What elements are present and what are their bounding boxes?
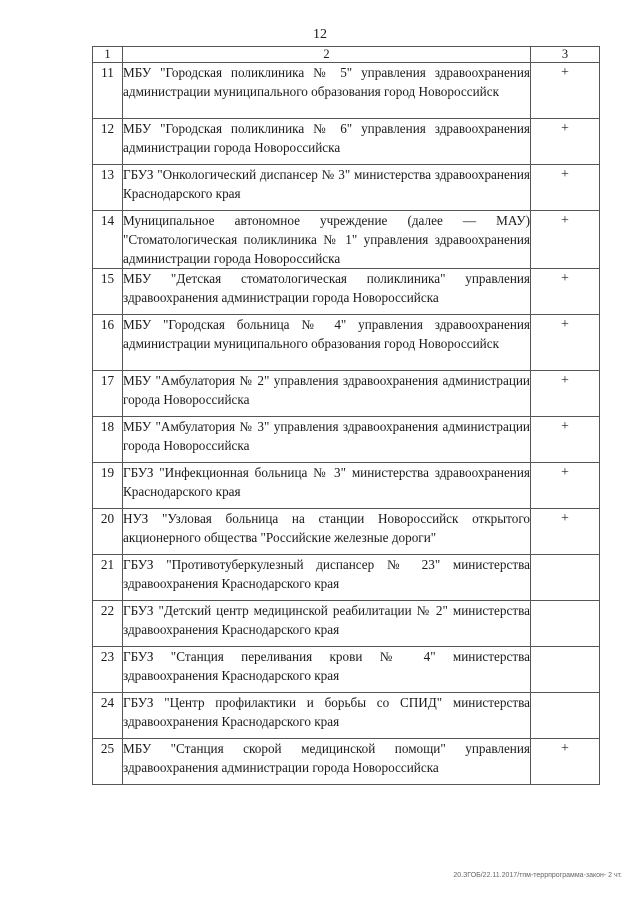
table-row (93, 211, 600, 269)
participation-mark: + (531, 119, 600, 165)
participation-mark (531, 601, 600, 647)
table-body (93, 47, 600, 785)
institution-name: ГБУЗ "Противотуберкулезный диспансер № 23" министерства здравоохранения Краснодарского края (123, 555, 531, 601)
participation-mark (531, 693, 600, 739)
table-row (93, 371, 600, 417)
participation-mark (531, 555, 600, 601)
participation-mark: + (531, 739, 600, 785)
participation-mark: + (531, 417, 600, 463)
institution-name: ГБУЗ "Центр профилактики и борьбы со СПИД" министерства здравоохранения Краснодарского края (123, 693, 531, 739)
participation-mark: + (531, 165, 600, 211)
header-col-3: 3 (531, 47, 600, 63)
table-header-row (93, 47, 600, 63)
row-number: 15 (93, 269, 123, 315)
table-row (93, 555, 600, 601)
row-number: 24 (93, 693, 123, 739)
row-number: 18 (93, 417, 123, 463)
row-number: 19 (93, 463, 123, 509)
institution-name: ГБУЗ "Инфекционная больница № 3" министерства здравоохранения Краснодарского края (123, 463, 531, 509)
row-number: 17 (93, 371, 123, 417)
row-number: 16 (93, 315, 123, 371)
page-number: 12 (313, 27, 327, 42)
institution-name: ГБУЗ "Детский центр медицинской реабилитации № 2" министерства здравоохранения Краснодарского края (123, 601, 531, 647)
institution-name: МБУ "Амбулатория № 3" управления здравоохранения администрации города Новороссийска (123, 417, 531, 463)
participation-mark: + (531, 371, 600, 417)
participation-mark: + (531, 63, 600, 119)
table-row (93, 739, 600, 785)
row-number: 11 (93, 63, 123, 119)
row-number: 13 (93, 165, 123, 211)
row-number: 12 (93, 119, 123, 165)
table-row (93, 315, 600, 371)
footer-code: 20.ЗГОБ/22.11.2017/тпм-террпрограмма-закон- 2 чт. (453, 872, 622, 879)
row-number: 22 (93, 601, 123, 647)
header-col-2: 2 (123, 47, 531, 63)
participation-mark: + (531, 211, 600, 269)
institutions-table (92, 46, 600, 785)
table-row (93, 417, 600, 463)
institution-name: МБУ "Городская больница № 4" управления здравоохранения администрации муниципального образования город Новороссийск (123, 315, 531, 371)
row-number: 14 (93, 211, 123, 269)
header-col-1: 1 (93, 47, 123, 63)
table-row (93, 601, 600, 647)
table-row (93, 509, 600, 555)
row-number: 20 (93, 509, 123, 555)
institution-name: МБУ "Детская стоматологическая поликлиника" управления здравоохранения администрации города Новороссийска (123, 269, 531, 315)
participation-mark: + (531, 463, 600, 509)
institution-name: ГБУЗ "Станция переливания крови № 4" министерства здравоохранения Краснодарского края (123, 647, 531, 693)
participation-mark: + (531, 509, 600, 555)
participation-mark (531, 647, 600, 693)
table-row (93, 463, 600, 509)
participation-mark: + (531, 315, 600, 371)
table-row (93, 63, 600, 119)
table-row (93, 165, 600, 211)
participation-mark: + (531, 269, 600, 315)
institution-name: Муниципальное автономное учреждение (далее — МАУ) "Стоматологическая поликлиника № 1" управления здравоохранения администрации города Новороссийска (123, 211, 531, 269)
table-row (93, 269, 600, 315)
institution-name: МБУ "Городская поликлиника № 5" управления здравоохранения администрации муниципального образования город Новороссийск (123, 63, 531, 119)
table-row (93, 119, 600, 165)
table-row (93, 647, 600, 693)
table-row (93, 693, 600, 739)
institution-name: МБУ "Амбулатория № 2" управления здравоохранения администрации города Новороссийска (123, 371, 531, 417)
row-number: 21 (93, 555, 123, 601)
institution-name: МБУ "Станция скорой медицинской помощи" управления здравоохранения администрации города Новороссийска (123, 739, 531, 785)
institution-name: ГБУЗ "Онкологический диспансер № 3" министерства здравоохранения Краснодарского края (123, 165, 531, 211)
institution-name: НУЗ "Узловая больница на станции Новороссийск открытого акционерного общества "Российские железные дороги" (123, 509, 531, 555)
row-number: 23 (93, 647, 123, 693)
institution-name: МБУ "Городская поликлиника № 6" управления здравоохранения администрации города Новороссийска (123, 119, 531, 165)
row-number: 25 (93, 739, 123, 785)
